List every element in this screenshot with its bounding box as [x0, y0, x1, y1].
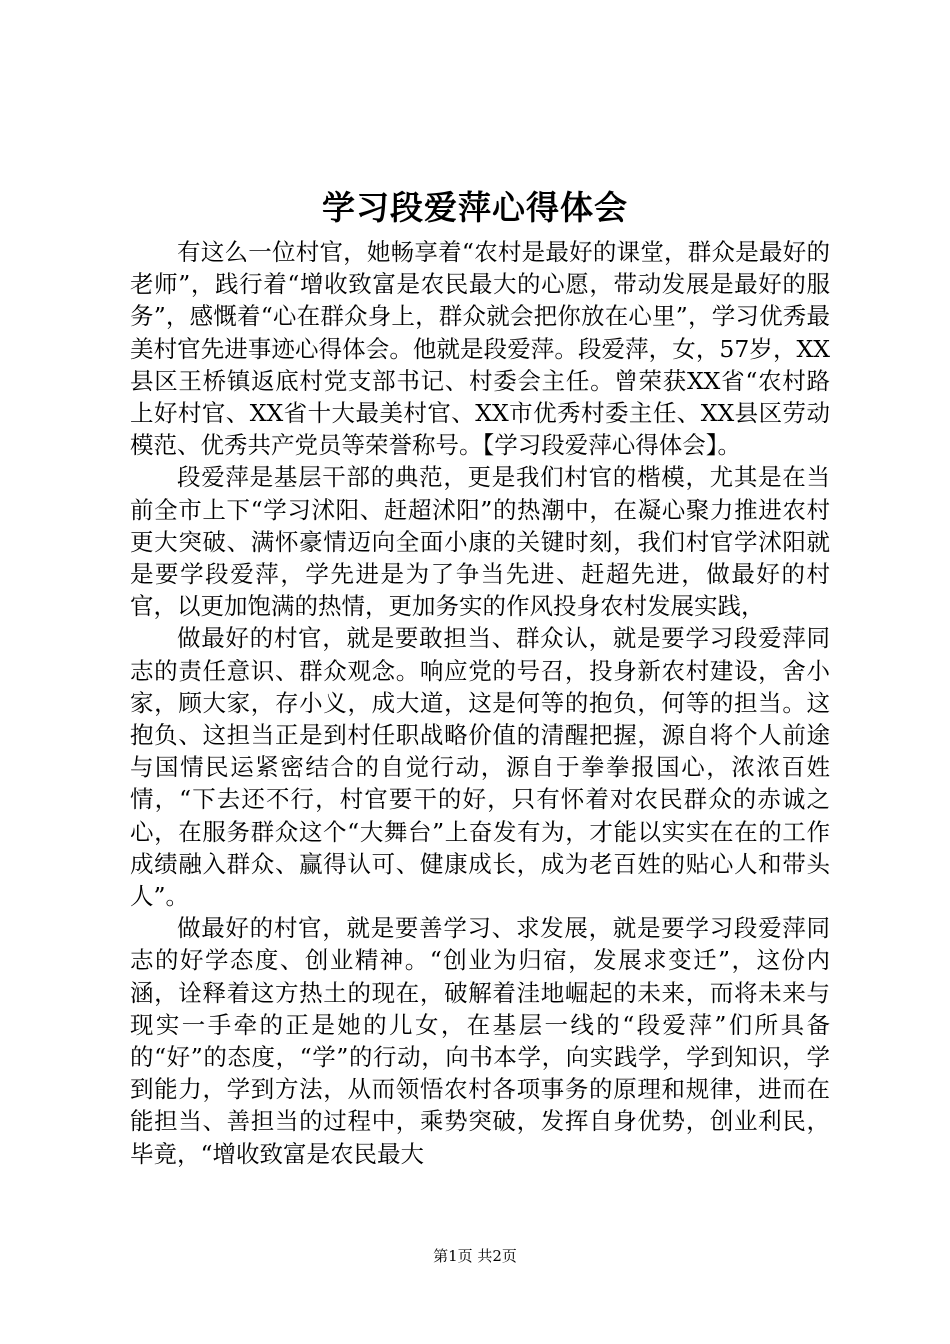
paragraph-3: 做最好的村官，就是要敢担当、群众认，就是要学习段爱萍同志的责任意识、群众观念。响应党的号召，投身新农村建设，舍小家，顾大家，存小义，成大道，这是何等的抱负，何等的担当。这抱负、这担当正是到村任职战略价值的清醒把握，源自将个人前途与国情民运紧密结合的自觉行动，源自于拳拳报国心，浓浓百姓情，“下去还不行，村官要干的好，只有怀着对农民群众的赤诚之心，在服务群众这个“大舞台”上奋发有为，才能以实实在在的工作成绩融入群众、赢得认可、健康成长，成为老百姓的贴心人和带头人”。 [130, 624, 830, 911]
paragraph-4: 做最好的村官，就是要善学习、求发展，就是要学习段爱萍同志的好学态度、创业精神。“创业为归宿，发展求变迁”，这份内涵，诠释着这方热土的现在，破解着洼地崛起的未来，而将未来与现实一手牵的正是她的儿女，在基层一线的“段爱萍”们所具备的“好”的态度，“学”的行动，向书本学，向实践学，学到知识，学到能力，学到方法，从而领悟农村各项事务的原理和规律，进而在能担当、善担当的过程中，乘势突破，发挥自身优势，创业利民，毕竟，“增收致富是农民最大 [130, 914, 830, 1168]
page-number-footer: 第1页 共2页 [433, 1247, 517, 1265]
document-title: 学习段爱萍心得体会 [322, 188, 628, 227]
paragraph-2: 段爱萍是基层干部的典范，更是我们村官的楷模，尤其是在当前全市上下“学习沭阳、赶超沭阳”的热潮中，在凝心聚力推进农村更大突破、满怀豪情迈向全面小康的关键时刻，我们村官学沭阳就是要学段爱萍，学先进是为了争当先进、赶超先进，做最好的村官，以更加饱满的热情，更加务实的作风投身农村发展实践， [130, 463, 830, 621]
paragraph-1: 有这么一位村官，她畅享着“农村是最好的课堂，群众是最好的老师”，践行着“增收致富是农民最大的心愿，带动发展是最好的服务”，感慨着“心在群众身上，群众就会把你放在心里”，学习优秀最美村官先进事迹心得体会。他就是段爱萍。段爱萍，女，57岁，XX县区王桥镇返底村党支部书记、村委会主任。曾荣获XX省“农村路上好村官、XX省十大最美村官、XX市优秀村委主任、XX县区劳动模范、优秀共产党员等荣誉称号。【学习段爱萍心得体会】。 [130, 238, 830, 460]
document-body [130, 236, 830, 1170]
